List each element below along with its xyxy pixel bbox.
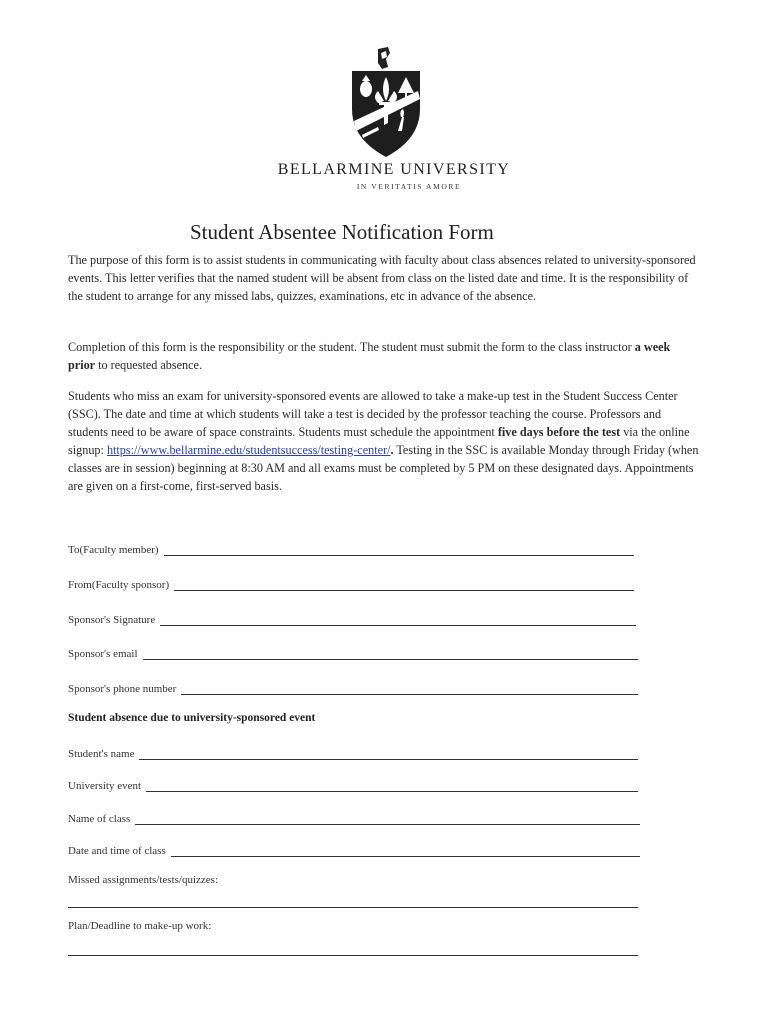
- bellarmine-crest-logo: [348, 47, 424, 159]
- university-event-line[interactable]: [146, 780, 638, 792]
- exam-paragraph: Students who miss an exam for university-sponsored events are allowed to take a make-up test in the Student Success Center (SSC). The date and time at which students will take a test is decided by the professor teaching the course. Professors and students need to be aware of space constraints. Students must schedule the appointment five days before the test via the online signup: https://www.bellarmine.edu/studentsuccess/testing-center/. Testing in the SSC is available Monday through Friday (when classes are in session) beginning at 8:30 AM and all exams must be completed by 5 PM on these designated days. Appointments are given on a first-come, first-served basis.: [68, 389, 699, 493]
- student-absence-heading: Student absence due to university-sponsored event: [68, 712, 316, 724]
- student-name-field[interactable]: [68, 744, 638, 760]
- missed-assignments-label: Missed assignments/tests/quizzes:: [68, 874, 219, 886]
- sponsor-phone-field[interactable]: [68, 679, 638, 695]
- student-name-line[interactable]: [139, 748, 638, 760]
- university-event-field[interactable]: [68, 776, 638, 792]
- from-faculty-label: From(Faculty sponsor): [68, 579, 170, 591]
- class-datetime-label: Date and time of class: [68, 845, 166, 857]
- student-name-label: Student's name: [68, 748, 135, 760]
- sponsor-signature-line[interactable]: [160, 614, 636, 626]
- university-event-label: University event: [68, 780, 142, 792]
- sponsor-phone-label: Sponsor's phone number: [68, 683, 177, 695]
- class-name-line[interactable]: [135, 813, 640, 825]
- week-prior-emphasis: a week prior: [68, 340, 671, 372]
- plan-deadline-label: Plan/Deadline to make-up work:: [68, 920, 212, 932]
- testing-center-link[interactable]: https://www.bellarmine.edu/studentsuccess/testing-center/: [106, 443, 391, 457]
- sponsor-email-label: Sponsor's email: [68, 648, 138, 660]
- class-datetime-field[interactable]: [68, 841, 640, 857]
- sponsor-signature-field[interactable]: [68, 610, 636, 626]
- from-faculty-field[interactable]: [68, 575, 634, 591]
- completion-paragraph: Completion of this form is the responsibility or the student. The student must submit the form to the class instructor a week prior to requested absence.: [68, 340, 671, 372]
- to-faculty-field[interactable]: [68, 540, 634, 556]
- sponsor-email-line[interactable]: [143, 648, 638, 660]
- university-motto: IN VERITATIS AMORE: [356, 182, 462, 191]
- five-days-emphasis: five days before the test: [497, 425, 621, 439]
- university-name: BELLARMINE UNIVERSITY: [277, 161, 511, 178]
- form-title: Student Absentee Notification Form: [190, 220, 494, 244]
- sponsor-phone-line[interactable]: [181, 683, 638, 695]
- to-faculty-label: To(Faculty member): [68, 544, 159, 556]
- plan-deadline-line[interactable]: [68, 955, 638, 956]
- class-name-field[interactable]: [68, 809, 640, 825]
- to-faculty-line[interactable]: [164, 544, 634, 556]
- sponsor-signature-label: Sponsor's Signature: [68, 614, 156, 626]
- class-name-label: Name of class: [68, 813, 131, 825]
- purpose-paragraph: The purpose of this form is to assist students in communicating with faculty about class absences related to university-sponsored events. This letter verifies that the named student will be absent from class on the listed date and time. It is the responsibility of the student to arrange for any missed labs, quizzes, examinations, etc in advance of the absence.: [68, 253, 696, 303]
- from-faculty-line[interactable]: [174, 579, 634, 591]
- missed-assignments-line[interactable]: [68, 907, 638, 908]
- sponsor-email-field[interactable]: [68, 644, 638, 660]
- class-datetime-line[interactable]: [171, 845, 640, 857]
